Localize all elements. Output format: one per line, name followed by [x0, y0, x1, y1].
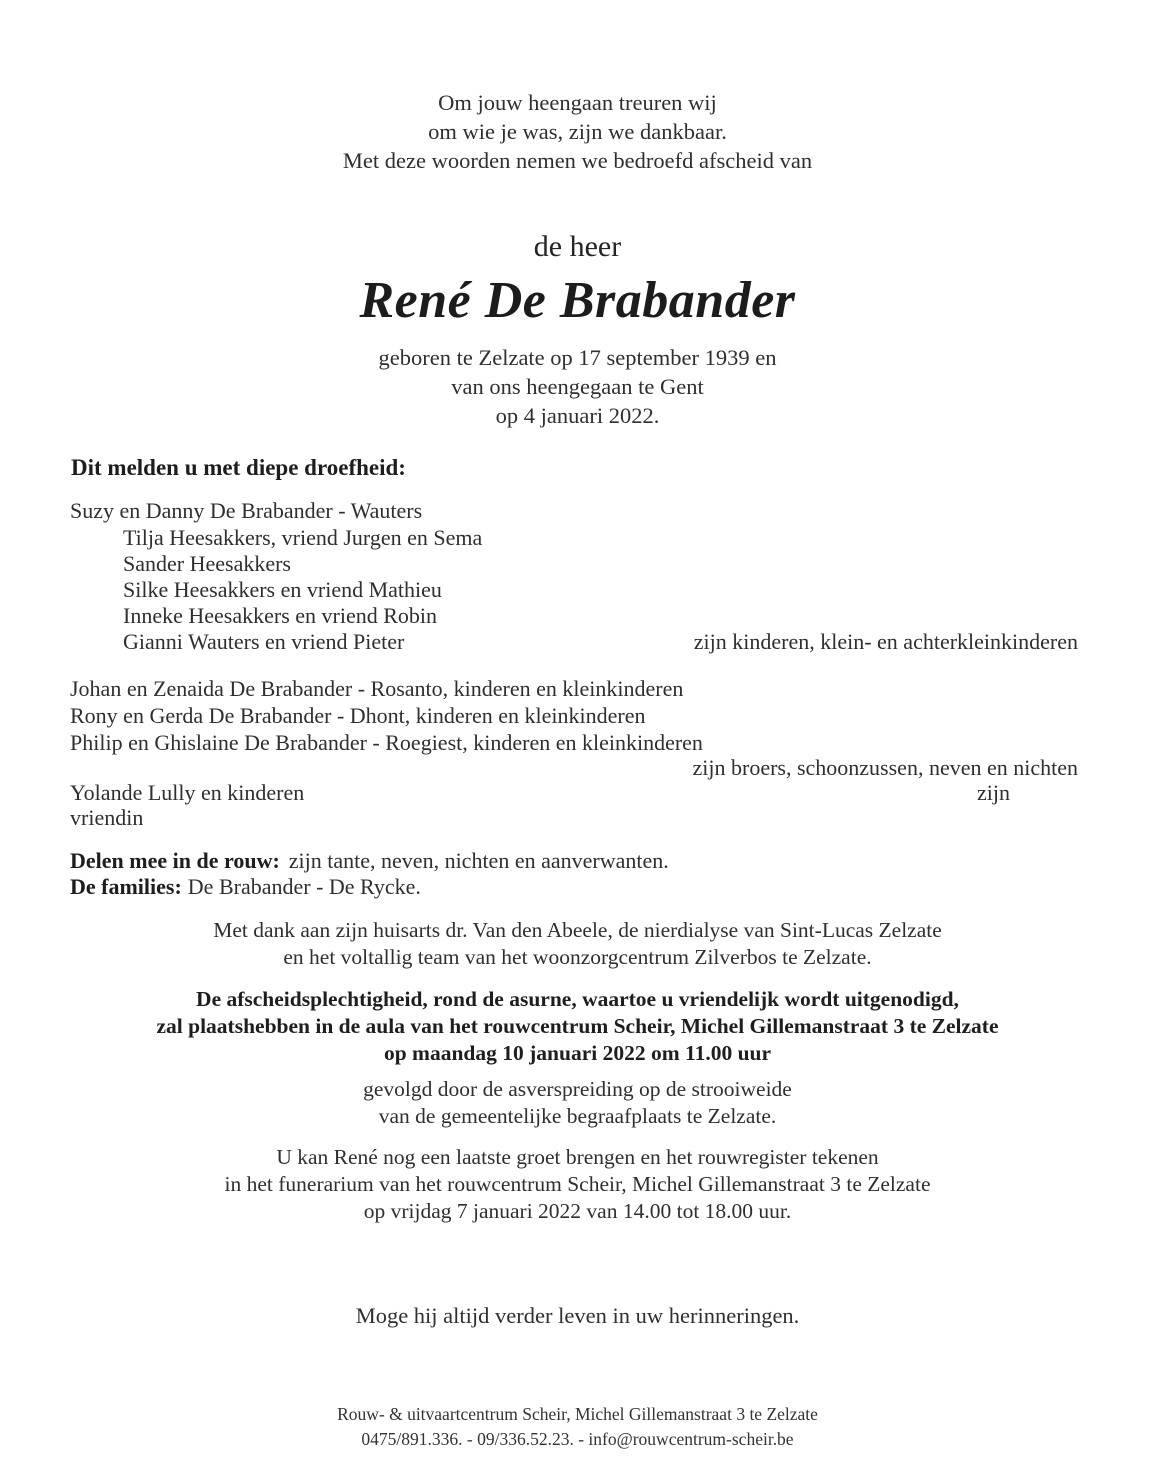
list-item: Tilja Heesakkers, vriend Jurgen en Sema [123, 525, 483, 550]
ceremony-line: De afscheidsplechtigheid, rond de asurne, waartoe u vriendelijk wordt uitgenodigd, [196, 987, 959, 1011]
thanks-line: en het voltallig team van het woonzorgcentrum Zilverbos te Zelzate. [283, 945, 872, 969]
relation-friend-wrap: vriendin [70, 805, 144, 830]
visitation-line: U kan René nog een laatste groet brengen en het rouwregister tekenen [276, 1145, 879, 1169]
thanks-line: Met dank aan zijn huisarts dr. Van den Abeele, de nierdialyse van Sint-Lucas Zelzate [213, 918, 942, 942]
funeral-home-footer [0, 1402, 1155, 1452]
visitation-line: op vrijdag 7 januari 2022 van 14.00 tot 18.00 uur. [363, 1199, 792, 1223]
siblings-list [70, 675, 703, 756]
opening-verse [0, 88, 1155, 175]
ceremony-paragraph [0, 986, 1155, 1067]
ceremony-line: op maandag 10 januari 2022 om 11.00 uur [383, 1041, 772, 1065]
list-item: Johan en Zenaida De Brabander - Rosanto, kinderen en kleinkinderen [70, 676, 684, 701]
verse-line: Om jouw heengaan treuren wij [438, 90, 717, 115]
visitation-line: in het funerarium van het rouwcentrum Scheir, Michel Gillemanstraat 3 te Zelzate [224, 1172, 931, 1196]
families-line [70, 874, 421, 900]
footer-line: 0475/891.336. - 09/336.52.23. - info@rouwcentrum-scheir.be [361, 1429, 794, 1449]
list-item: Inneke Heesakkers en vriend Robin [123, 603, 438, 628]
list-item: Philip en Ghislaine De Brabander - Roegiest, kinderen en kleinkinderen [70, 730, 703, 755]
visitation-paragraph [0, 1144, 1155, 1225]
verse-line: om wie je was, zijn we dankbaar. [428, 119, 727, 144]
verse-line: Met deze woorden nemen we bedroefd afscheid van [342, 148, 813, 173]
scattering-line: van de gemeentelijke begraafplaats te Zelzate. [378, 1104, 777, 1128]
deceased-name: René De Brabander [359, 272, 796, 329]
list-item: Silke Heesakkers en vriend Mathieu [123, 577, 442, 602]
relation-siblings: zijn broers, schoonzussen, neven en nichten [692, 755, 1078, 780]
scattering-paragraph [0, 1076, 1155, 1130]
list-item: Rony en Gerda De Brabander - Dhont, kinderen en kleinkinderen [70, 703, 646, 728]
mourning-line [70, 848, 669, 874]
families-label: De families: [70, 874, 182, 899]
mourning-label: Delen mee in de rouw: [70, 848, 280, 873]
thanks-paragraph [0, 917, 1155, 971]
mourning-text: zijn tante, neven, nichten en aanverwanten. [288, 848, 669, 873]
list-item: Sander Heesakkers [123, 551, 291, 576]
life-dates-line: geboren te Zelzate op 17 september 1939 en [378, 345, 777, 370]
life-dates-line: van ons heengegaan te Gent [451, 374, 704, 399]
life-dates-line: op 4 januari 2022. [495, 403, 660, 428]
footer-line: Rouw- & uitvaartcentrum Scheir, Michel Gillemanstraat 3 te Zelzate [337, 1404, 818, 1424]
closing-sentence: Moge hij altijd verder leven in uw herinneringen. [355, 1303, 800, 1328]
friend-name-line: Yolande Lully en kinderen [70, 780, 305, 805]
announcement-heading: Dit melden u met diepe droefheid: [71, 455, 406, 480]
children-list [123, 525, 482, 655]
relation-children: zijn kinderen, klein- en achterkleinkinderen [693, 629, 1078, 654]
family-parents-line: Suzy en Danny De Brabander - Wauters [70, 498, 423, 523]
life-dates [0, 343, 1155, 430]
families-text: De Brabander - De Rycke. [187, 874, 421, 899]
list-item: Gianni Wauters en vriend Pieter [123, 629, 405, 654]
salutation: de heer [533, 230, 622, 263]
ceremony-line: zal plaatshebben in de aula van het rouwcentrum Scheir, Michel Gillemanstraat 3 te Zelzate [156, 1014, 999, 1038]
relation-friend-word: zijn [977, 780, 1010, 805]
scattering-line: gevolgd door de asverspreiding op de strooiweide [363, 1077, 792, 1101]
